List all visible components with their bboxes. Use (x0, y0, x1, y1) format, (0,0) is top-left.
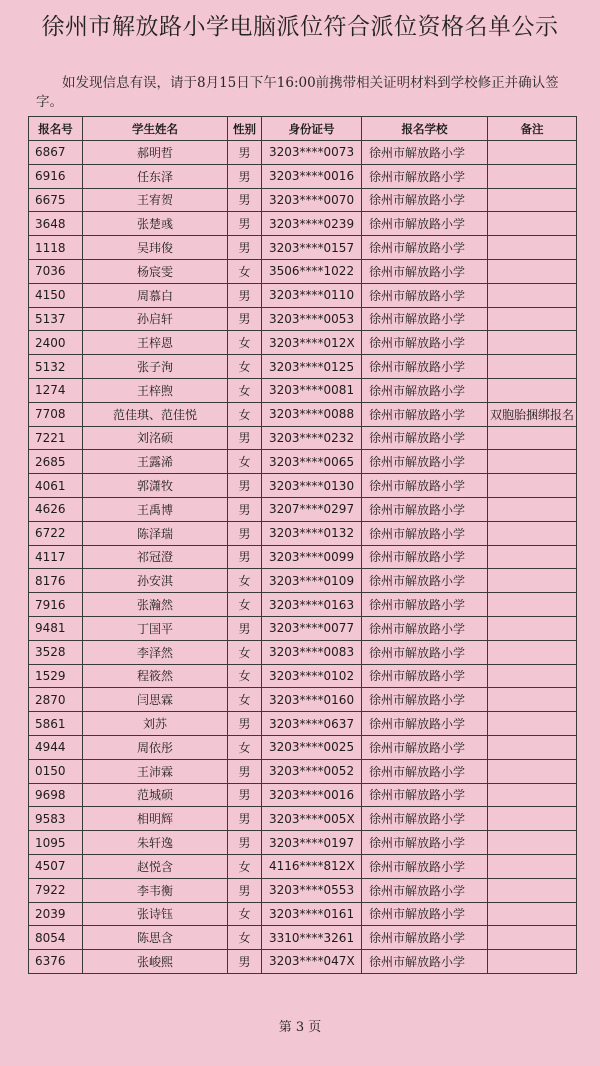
student-name-cell: 孙启轩 (83, 307, 228, 331)
id-number-cell: 3203****012X (262, 331, 362, 355)
registration-no-cell: 7221 (29, 426, 83, 450)
note-cell (488, 759, 577, 783)
id-number-cell: 3203****0637 (262, 712, 362, 736)
registration-no-cell: 4061 (29, 474, 83, 498)
gender-cell: 男 (228, 831, 262, 855)
id-number-cell: 3310****3261 (262, 926, 362, 950)
registration-no-cell: 9698 (29, 783, 83, 807)
note-cell (488, 712, 577, 736)
table-row (29, 783, 577, 807)
note-cell (488, 545, 577, 569)
id-number-cell: 3203****0102 (262, 664, 362, 688)
school-cell: 徐州市解放路小学 (362, 735, 488, 759)
registration-no-cell: 4150 (29, 283, 83, 307)
student-name-cell: 李韦衡 (83, 878, 228, 902)
school-cell: 徐州市解放路小学 (362, 497, 488, 521)
student-name-cell: 范佳琪、范佳悦 (83, 402, 228, 426)
registration-no-cell: 7916 (29, 593, 83, 617)
page-number: 第 3 页 (278, 1020, 322, 1035)
student-name-cell: 程筱然 (83, 664, 228, 688)
id-number-cell: 3203****0083 (262, 640, 362, 664)
registration-no-cell: 6376 (29, 950, 83, 974)
note-cell (488, 141, 577, 165)
gender-cell: 男 (228, 545, 262, 569)
registration-no-cell: 6675 (29, 188, 83, 212)
notice-text: 如发现信息有误，请于8月15日下午16:00前携带相关证明材料到学校修正并确认签字。 (36, 75, 559, 110)
school-cell: 徐州市解放路小学 (362, 854, 488, 878)
id-number-cell: 3203****0109 (262, 569, 362, 593)
table-row (29, 521, 577, 545)
table-row (29, 878, 577, 902)
student-name-cell: 郝明哲 (83, 141, 228, 165)
gender-cell: 男 (228, 141, 262, 165)
id-number-cell: 3203****0160 (262, 688, 362, 712)
id-number-cell: 3203****0088 (262, 402, 362, 426)
student-name-cell: 杨宸雯 (83, 259, 228, 283)
gender-cell: 男 (228, 783, 262, 807)
registration-no-cell: 3528 (29, 640, 83, 664)
id-number-cell: 3203****0197 (262, 831, 362, 855)
registration-no-cell: 6916 (29, 164, 83, 188)
registration-no-cell: 2685 (29, 450, 83, 474)
id-number-cell: 4116****812X (262, 854, 362, 878)
note-cell (488, 735, 577, 759)
roster-table-wrap (28, 116, 576, 974)
school-cell: 徐州市解放路小学 (362, 450, 488, 474)
table-row (29, 831, 577, 855)
header-school: 报名学校 (362, 117, 488, 141)
table-row (29, 331, 577, 355)
school-cell: 徐州市解放路小学 (362, 712, 488, 736)
gender-cell: 女 (228, 569, 262, 593)
table-row (29, 545, 577, 569)
id-number-cell: 3203****0125 (262, 355, 362, 379)
table-row (29, 593, 577, 617)
note-cell (488, 616, 577, 640)
id-number-cell: 3203****0073 (262, 141, 362, 165)
student-name-cell: 刘苏 (83, 712, 228, 736)
note-cell (488, 640, 577, 664)
gender-cell: 女 (228, 259, 262, 283)
gender-cell: 女 (228, 378, 262, 402)
id-number-cell: 3203****0157 (262, 236, 362, 260)
id-number-cell: 3203****0132 (262, 521, 362, 545)
student-name-cell: 郭潇牧 (83, 474, 228, 498)
id-number-cell: 3203****0239 (262, 212, 362, 236)
student-name-cell: 王沛霖 (83, 759, 228, 783)
note-cell (488, 569, 577, 593)
registration-no-cell: 2039 (29, 902, 83, 926)
note-cell (488, 497, 577, 521)
school-cell: 徐州市解放路小学 (362, 307, 488, 331)
note-cell (488, 450, 577, 474)
gender-cell: 男 (228, 188, 262, 212)
roster-table (28, 116, 577, 974)
registration-no-cell: 4626 (29, 497, 83, 521)
table-row (29, 926, 577, 950)
registration-no-cell: 2400 (29, 331, 83, 355)
school-cell: 徐州市解放路小学 (362, 236, 488, 260)
school-cell: 徐州市解放路小学 (362, 378, 488, 402)
id-number-cell: 3203****0553 (262, 878, 362, 902)
note-cell (488, 593, 577, 617)
student-name-cell: 相明辉 (83, 807, 228, 831)
table-row (29, 188, 577, 212)
school-cell: 徐州市解放路小学 (362, 331, 488, 355)
table-row (29, 307, 577, 331)
gender-cell: 女 (228, 640, 262, 664)
registration-no-cell: 6722 (29, 521, 83, 545)
gender-cell: 女 (228, 331, 262, 355)
student-name-cell: 任东泽 (83, 164, 228, 188)
school-cell: 徐州市解放路小学 (362, 831, 488, 855)
note-cell (488, 164, 577, 188)
id-number-cell: 3203****0016 (262, 164, 362, 188)
table-row (29, 569, 577, 593)
header-row (29, 117, 577, 141)
table-row (29, 355, 577, 379)
header-registration-no: 报名号 (29, 117, 83, 141)
note-cell (488, 854, 577, 878)
student-name-cell: 张楚彧 (83, 212, 228, 236)
note-cell (488, 831, 577, 855)
school-cell: 徐州市解放路小学 (362, 688, 488, 712)
table-row (29, 497, 577, 521)
registration-no-cell: 7708 (29, 402, 83, 426)
table-row (29, 688, 577, 712)
table-row (29, 141, 577, 165)
table-row (29, 259, 577, 283)
school-cell: 徐州市解放路小学 (362, 616, 488, 640)
school-cell: 徐州市解放路小学 (362, 807, 488, 831)
registration-no-cell: 1529 (29, 664, 83, 688)
note-cell (488, 521, 577, 545)
table-row (29, 712, 577, 736)
table-body (29, 141, 577, 974)
note-cell (488, 188, 577, 212)
registration-no-cell: 1274 (29, 378, 83, 402)
student-name-cell: 张诗钰 (83, 902, 228, 926)
id-number-cell: 3203****0065 (262, 450, 362, 474)
gender-cell: 女 (228, 450, 262, 474)
note-cell (488, 950, 577, 974)
header-id-number: 身份证号 (262, 117, 362, 141)
student-name-cell: 吴玮俊 (83, 236, 228, 260)
id-number-cell: 3203****0110 (262, 283, 362, 307)
id-number-cell: 3203****0161 (262, 902, 362, 926)
gender-cell: 女 (228, 664, 262, 688)
gender-cell: 男 (228, 878, 262, 902)
student-name-cell: 周慕白 (83, 283, 228, 307)
school-cell: 徐州市解放路小学 (362, 664, 488, 688)
school-cell: 徐州市解放路小学 (362, 569, 488, 593)
school-cell: 徐州市解放路小学 (362, 545, 488, 569)
table-row (29, 450, 577, 474)
id-number-cell: 3203****0232 (262, 426, 362, 450)
table-row (29, 950, 577, 974)
student-name-cell: 李泽然 (83, 640, 228, 664)
id-number-cell: 3203****005X (262, 807, 362, 831)
note-cell (488, 331, 577, 355)
student-name-cell: 王禹博 (83, 497, 228, 521)
gender-cell: 男 (228, 307, 262, 331)
note-cell (488, 236, 577, 260)
school-cell: 徐州市解放路小学 (362, 783, 488, 807)
school-cell: 徐州市解放路小学 (362, 164, 488, 188)
student-name-cell: 周依彤 (83, 735, 228, 759)
registration-no-cell: 6867 (29, 141, 83, 165)
table-row (29, 640, 577, 664)
gender-cell: 女 (228, 688, 262, 712)
table-row (29, 426, 577, 450)
note-cell (488, 902, 577, 926)
gender-cell: 男 (228, 474, 262, 498)
id-number-cell: 3203****0070 (262, 188, 362, 212)
note-cell (488, 212, 577, 236)
note-cell (488, 259, 577, 283)
gender-cell: 男 (228, 164, 262, 188)
student-name-cell: 丁国平 (83, 616, 228, 640)
registration-no-cell: 4507 (29, 854, 83, 878)
id-number-cell: 3207****0297 (262, 497, 362, 521)
student-name-cell: 赵悦含 (83, 854, 228, 878)
school-cell: 徐州市解放路小学 (362, 950, 488, 974)
table-row (29, 236, 577, 260)
registration-no-cell: 7036 (29, 259, 83, 283)
gender-cell: 女 (228, 355, 262, 379)
student-name-cell: 王梓恩 (83, 331, 228, 355)
school-cell: 徐州市解放路小学 (362, 355, 488, 379)
school-cell: 徐州市解放路小学 (362, 759, 488, 783)
table-row (29, 759, 577, 783)
table-header (29, 117, 577, 141)
registration-no-cell: 4944 (29, 735, 83, 759)
id-number-cell: 3203****0099 (262, 545, 362, 569)
note-cell (488, 378, 577, 402)
student-name-cell: 陈思含 (83, 926, 228, 950)
gender-cell: 男 (228, 212, 262, 236)
registration-no-cell: 4117 (29, 545, 83, 569)
table-row (29, 378, 577, 402)
table-row (29, 664, 577, 688)
gender-cell: 女 (228, 735, 262, 759)
note-cell (488, 283, 577, 307)
student-name-cell: 王宥贺 (83, 188, 228, 212)
student-name-cell: 张瀚然 (83, 593, 228, 617)
registration-no-cell: 1095 (29, 831, 83, 855)
gender-cell: 女 (228, 402, 262, 426)
gender-cell: 男 (228, 712, 262, 736)
gender-cell: 男 (228, 236, 262, 260)
student-name-cell: 刘洺硕 (83, 426, 228, 450)
registration-no-cell: 0150 (29, 759, 83, 783)
table-row (29, 474, 577, 498)
gender-cell: 男 (228, 283, 262, 307)
id-number-cell: 3203****0081 (262, 378, 362, 402)
student-name-cell: 张峻熙 (83, 950, 228, 974)
header-student-name: 学生姓名 (83, 117, 228, 141)
student-name-cell: 祁冠澄 (83, 545, 228, 569)
note-cell: 双胞胎捆绑报名 (488, 402, 577, 426)
student-name-cell: 范城硕 (83, 783, 228, 807)
gender-cell: 女 (228, 902, 262, 926)
id-number-cell: 3203****0163 (262, 593, 362, 617)
note-cell (488, 878, 577, 902)
school-cell: 徐州市解放路小学 (362, 212, 488, 236)
registration-no-cell: 5137 (29, 307, 83, 331)
registration-no-cell: 5132 (29, 355, 83, 379)
school-cell: 徐州市解放路小学 (362, 141, 488, 165)
note-cell (488, 355, 577, 379)
registration-no-cell: 9481 (29, 616, 83, 640)
school-cell: 徐州市解放路小学 (362, 640, 488, 664)
gender-cell: 男 (228, 426, 262, 450)
school-cell: 徐州市解放路小学 (362, 474, 488, 498)
note-cell (488, 307, 577, 331)
registration-no-cell: 7922 (29, 878, 83, 902)
registration-no-cell: 5861 (29, 712, 83, 736)
id-number-cell: 3506****1022 (262, 259, 362, 283)
table-row (29, 807, 577, 831)
id-number-cell: 3203****0016 (262, 783, 362, 807)
note-cell (488, 664, 577, 688)
gender-cell: 女 (228, 854, 262, 878)
gender-cell: 男 (228, 521, 262, 545)
school-cell: 徐州市解放路小学 (362, 283, 488, 307)
school-cell: 徐州市解放路小学 (362, 259, 488, 283)
note-cell (488, 807, 577, 831)
gender-cell: 男 (228, 807, 262, 831)
student-name-cell: 闫思霖 (83, 688, 228, 712)
page-title: 徐州市解放路小学电脑派位符合派位资格名单公示 (41, 14, 559, 40)
id-number-cell: 3203****0025 (262, 735, 362, 759)
gender-cell: 男 (228, 759, 262, 783)
note-cell (488, 474, 577, 498)
school-cell: 徐州市解放路小学 (362, 426, 488, 450)
school-cell: 徐州市解放路小学 (362, 188, 488, 212)
student-name-cell: 王露浠 (83, 450, 228, 474)
registration-no-cell: 3648 (29, 212, 83, 236)
id-number-cell: 3203****0077 (262, 616, 362, 640)
school-cell: 徐州市解放路小学 (362, 878, 488, 902)
id-number-cell: 3203****047X (262, 950, 362, 974)
student-name-cell: 孙安淇 (83, 569, 228, 593)
id-number-cell: 3203****0052 (262, 759, 362, 783)
note-cell (488, 688, 577, 712)
gender-cell: 男 (228, 497, 262, 521)
student-name-cell: 王梓煦 (83, 378, 228, 402)
table-row (29, 402, 577, 426)
registration-no-cell: 2870 (29, 688, 83, 712)
school-cell: 徐州市解放路小学 (362, 593, 488, 617)
student-name-cell: 陈泽瑞 (83, 521, 228, 545)
table-row (29, 616, 577, 640)
school-cell: 徐州市解放路小学 (362, 521, 488, 545)
id-number-cell: 3203****0053 (262, 307, 362, 331)
id-number-cell: 3203****0130 (262, 474, 362, 498)
table-row (29, 283, 577, 307)
note-cell (488, 426, 577, 450)
registration-no-cell: 8054 (29, 926, 83, 950)
header-note: 备注 (488, 117, 577, 141)
note-cell (488, 783, 577, 807)
gender-cell: 女 (228, 926, 262, 950)
table-row (29, 902, 577, 926)
table-row (29, 212, 577, 236)
registration-no-cell: 1118 (29, 236, 83, 260)
table-row (29, 854, 577, 878)
registration-no-cell: 8176 (29, 569, 83, 593)
table-row (29, 735, 577, 759)
gender-cell: 女 (228, 593, 262, 617)
note-cell (488, 926, 577, 950)
school-cell: 徐州市解放路小学 (362, 926, 488, 950)
school-cell: 徐州市解放路小学 (362, 902, 488, 926)
registration-no-cell: 9583 (29, 807, 83, 831)
gender-cell: 男 (228, 616, 262, 640)
student-name-cell: 张子洵 (83, 355, 228, 379)
gender-cell: 男 (228, 950, 262, 974)
table-row (29, 164, 577, 188)
school-cell: 徐州市解放路小学 (362, 402, 488, 426)
header-gender: 性别 (228, 117, 262, 141)
student-name-cell: 朱轩逸 (83, 831, 228, 855)
